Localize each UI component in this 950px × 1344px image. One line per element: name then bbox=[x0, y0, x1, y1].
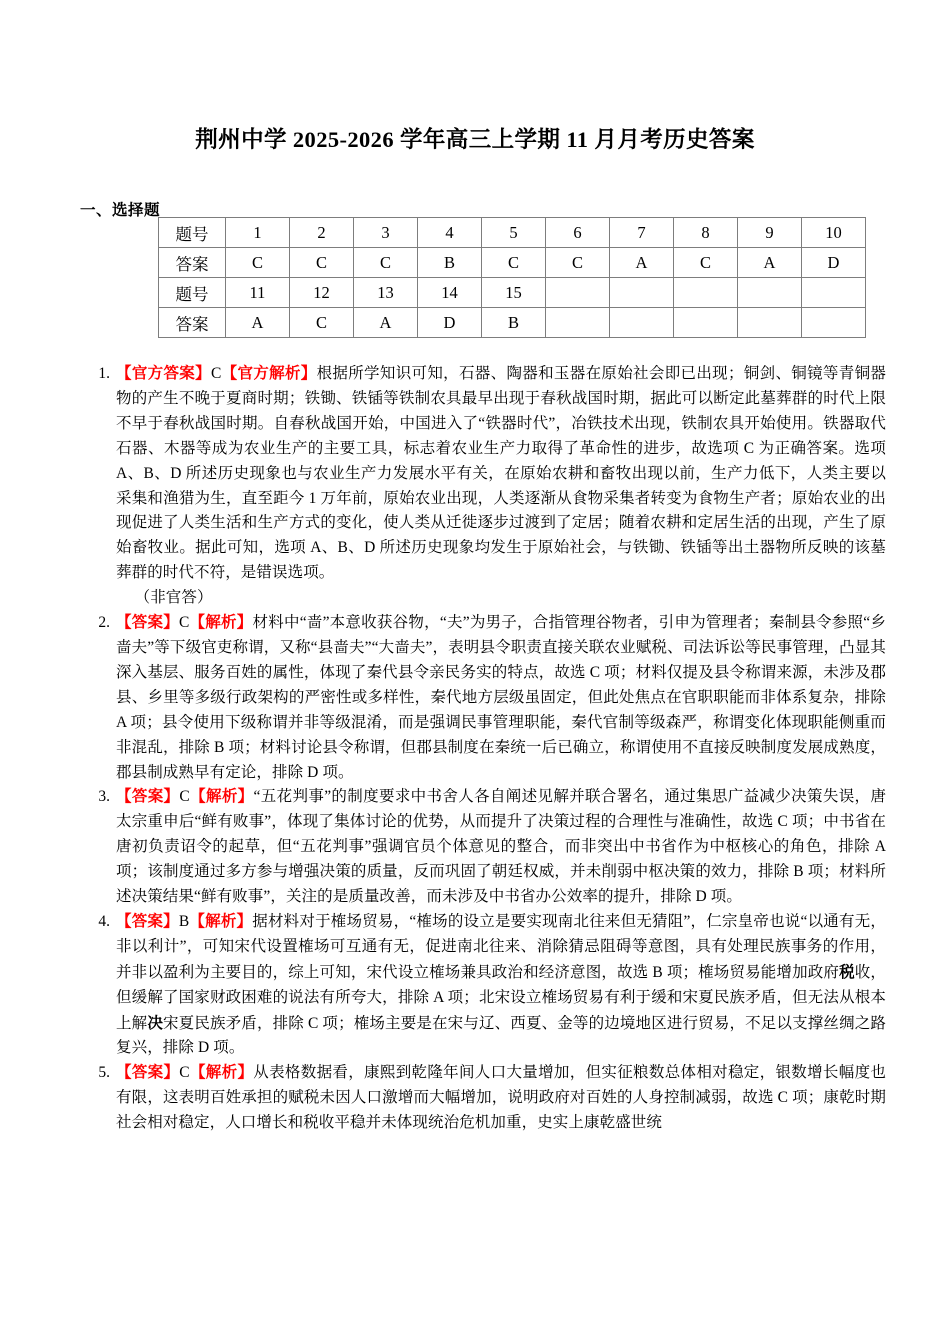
cell-answer: C bbox=[354, 248, 418, 278]
cell-answer: C bbox=[546, 248, 610, 278]
answer-tag: 【答案】 bbox=[116, 614, 179, 632]
item-body bbox=[116, 785, 886, 910]
item-body bbox=[116, 1061, 886, 1136]
cell-question-no: 3 bbox=[354, 218, 418, 248]
cell-answer: C bbox=[290, 308, 354, 338]
cell-answer-empty bbox=[738, 308, 802, 338]
cell-question-no: 10 bbox=[802, 218, 866, 248]
emphasized-char-tax: 税 bbox=[839, 961, 855, 981]
row-label-answer: 答案 bbox=[159, 248, 226, 278]
cell-answer: A bbox=[738, 248, 802, 278]
item-number: 4. bbox=[98, 912, 110, 930]
cell-answer-empty bbox=[802, 308, 866, 338]
cell-question-no: 1 bbox=[226, 218, 290, 248]
answer-choice: C bbox=[179, 788, 190, 806]
official-analysis-tag: 【官方解析】 bbox=[221, 365, 317, 382]
cell-question-no-empty bbox=[802, 278, 866, 308]
cell-question-no: 5 bbox=[482, 218, 546, 248]
cell-question-no: 7 bbox=[610, 218, 674, 248]
cell-question-no: 6 bbox=[546, 218, 610, 248]
list-item bbox=[86, 785, 886, 910]
item-number: 2. bbox=[98, 614, 110, 632]
cell-question-no: 13 bbox=[354, 278, 418, 308]
cell-question-no: 11 bbox=[226, 278, 290, 308]
answer-choice: B bbox=[178, 912, 190, 930]
table-row bbox=[159, 278, 866, 308]
section-heading-multiple-choice: 一、选择题 bbox=[80, 202, 161, 219]
cell-answer: B bbox=[482, 308, 546, 338]
cell-answer: B bbox=[418, 248, 482, 278]
table-row bbox=[159, 218, 866, 248]
cell-question-no-empty bbox=[738, 278, 802, 308]
cell-answer: C bbox=[226, 248, 290, 278]
analysis-tag: 【解析】 bbox=[189, 788, 254, 806]
explanations-list bbox=[86, 362, 886, 1136]
official-answer-tag: 【官方答案】 bbox=[116, 365, 211, 382]
analysis-tag: 【解析】 bbox=[189, 1064, 254, 1082]
list-item bbox=[86, 1061, 886, 1136]
emphasized-char-resolve: 决 bbox=[147, 1012, 163, 1032]
item-number: 1. bbox=[98, 365, 110, 382]
cell-question-no: 9 bbox=[738, 218, 802, 248]
item-number: 3. bbox=[98, 788, 110, 806]
answer-choice: C bbox=[178, 614, 190, 632]
answer-key-table-wrapper bbox=[158, 217, 866, 338]
cell-question-no: 14 bbox=[418, 278, 482, 308]
cell-answer: A bbox=[610, 248, 674, 278]
page-title: 荆州中学 2025-2026 学年高三上学期 11 月月考历史答案 bbox=[195, 127, 755, 152]
answer-choice: C bbox=[210, 365, 222, 382]
cell-answer: C bbox=[482, 248, 546, 278]
cell-answer: A bbox=[226, 308, 290, 338]
cell-answer: D bbox=[418, 308, 482, 338]
item-body bbox=[116, 910, 886, 1061]
cell-answer: D bbox=[802, 248, 866, 278]
cell-question-no-empty bbox=[546, 278, 610, 308]
cell-question-no: 15 bbox=[482, 278, 546, 308]
row-label-question-no: 题号 bbox=[159, 278, 226, 308]
answer-tag: 【答案】 bbox=[116, 1064, 180, 1082]
cell-answer: A bbox=[354, 308, 418, 338]
answer-key-table bbox=[158, 217, 866, 338]
analysis-tag: 【解析】 bbox=[189, 614, 253, 632]
cell-answer: C bbox=[290, 248, 354, 278]
analysis-text: 根据所学知识可知，石器、陶器和玉器在原始社会即已出现；铜剑、铜镜等青铜器物的产生不晚于夏商时期；铁锄、铁锸等铁制农具最早出现于春秋战国时期，据此可以断定此墓葬群的时代上限不早于春秋战国时期。自春秋战国开始，中国进入了“铁器时代”，冶铁技术出现，铁制农具开始使用。铁器取代石器、木器等成为农业生产的主要工具，标志着农业生产力取得了革命性的进步，故选项 C 为正确答案。选项 A、B、D 所述历史现象也与农业生产力发展水平有关，在原始农耕和畜牧出现以前，生产力低下，人类主要以采集和渔猎为生，直至距今 1 万年前，原始农业出现，人类逐渐从食物采集者转变为食物生产者；原始农业的出现促进了人类生活和生产方式的变化，使人类从迁徙逐步过渡到了定居；随着农耕和定居生活的出现，产生了原始畜牧业。据此可知，选项 A、B、D 所述历史现象均发生于原始社会，与铁锄、铁锸等出土器物所反映的该墓葬群的时代不符，是错误选项。 bbox=[116, 365, 886, 582]
list-item bbox=[86, 362, 886, 611]
analysis-text: 材料中“啬”本意收获谷物，“夫”为男子，合指管理谷物者，引申为管理者；秦制县令参照“乡啬夫”等下级官吏称谓，又称“县啬夫”“大啬夫”，表明县令职责直接关联农业赋税、司法诉讼等民事管理，凸显其深入基层、服务百姓的属性，体现了秦代县令亲民务实的特点，故选 C 项；材料仅提及县令称谓来源，未涉及郡县、乡里等多级行政架构的严密性或多样性，秦代地方层级虽固定，但此处焦点在官职职能而非体系复杂，排除 A 项；县令使用下级称谓并非等级混淆，而是强调民事管理职能，秦代官制等级森严，称谓变化体现职能侧重而非混乱，排除 B 项；材料讨论县令称谓，但郡县制度在秦统一后已确立，称谓使用不直接反映制度发展成熟度，郡县制成熟早有定论，排除 D 项。 bbox=[116, 614, 886, 781]
list-item bbox=[86, 611, 886, 785]
item-number: 5. bbox=[98, 1064, 110, 1082]
answer-key-table-body bbox=[159, 218, 866, 338]
cell-question-no: 2 bbox=[290, 218, 354, 248]
table-row bbox=[159, 248, 866, 278]
answer-tag: 【答案】 bbox=[116, 912, 179, 930]
answer-choice: C bbox=[179, 1064, 190, 1082]
cell-answer-empty bbox=[610, 308, 674, 338]
row-label-question-no: 题号 bbox=[159, 218, 226, 248]
cell-question-no: 8 bbox=[674, 218, 738, 248]
cell-question-no-empty bbox=[674, 278, 738, 308]
list-item bbox=[86, 910, 886, 1061]
cell-answer-empty bbox=[546, 308, 610, 338]
item-body bbox=[116, 611, 886, 785]
cell-answer-empty bbox=[674, 308, 738, 338]
row-label-answer: 答案 bbox=[159, 308, 226, 338]
item-body bbox=[116, 362, 886, 611]
cell-question-no-empty bbox=[610, 278, 674, 308]
answer-tag: 【答案】 bbox=[116, 788, 180, 806]
cell-question-no: 12 bbox=[290, 278, 354, 308]
analysis-text: 从表格数据看，康熙到乾隆年间人口大量增加，但实征粮数总体相对稳定，银数增长幅度也有限，这表明百姓承担的赋税未因人口激增而大幅增加，说明政府对百姓的人身控制减弱，故选 C 项；康乾时期社会相对稳定，人口增长和税收平稳并未体现统治危机加重，史实上康乾盛世统 bbox=[116, 1064, 886, 1132]
cell-answer: C bbox=[674, 248, 738, 278]
cell-question-no: 4 bbox=[418, 218, 482, 248]
table-row bbox=[159, 308, 866, 338]
analysis-text-part2: 收，但缓解了国家财政困难的说法有所夸大，排除 A 项；北宋设立榷场贸易有利于缓和宋夏民族矛盾，但无法从根本上解 bbox=[116, 963, 886, 1032]
analysis-text-part3: 宋夏民族矛盾，排除 C 项；榷场主要是在宋与辽、西夏、金等的边境地区进行贸易，不足以支撑丝绸之路复兴，排除 D 项。 bbox=[116, 1014, 887, 1057]
non-official-note: （非官答） bbox=[134, 589, 213, 607]
analysis-text: “五花判事”的制度要求中书舍人各自阐述见解并联合署名，通过集思广益减少决策失误，唐太宗重申后“鲜有败事”，体现了集体讨论的优势，从而提升了决策过程的合理性与准确性，故选 C 项；中书省在唐初负责诏令的起草，但“五花判事”强调官员个体意见的整合，而非突出中书省作为中枢核心的角色，排除 A 项；该制度通过多方参与增强决策的质量，反而巩固了朝廷权威，并未削弱中枢决策的效力，排除 B 项；材料所述决策结果“鲜有败事”，关注的是质量改善，而未涉及中书省办公效率的提升，排除 D 项。 bbox=[116, 788, 886, 906]
analysis-text-part1: 据材料对于榷场贸易，“榷场的设立是要实现南北往来但无猜阻”，仁宗皇帝也说“以通有无，非以利计”，可知宋代设置榷场可互通有无，促进南北往来、消除猜忌阻碍等意图，具有处理民族事务的作用，并非以盈利为主要目的，综上可知，宋代设立榷场兼具政治和经济意图，故选 B 项；榷场贸易能增加政府 bbox=[116, 912, 887, 981]
analysis-tag: 【解析】 bbox=[189, 912, 253, 930]
